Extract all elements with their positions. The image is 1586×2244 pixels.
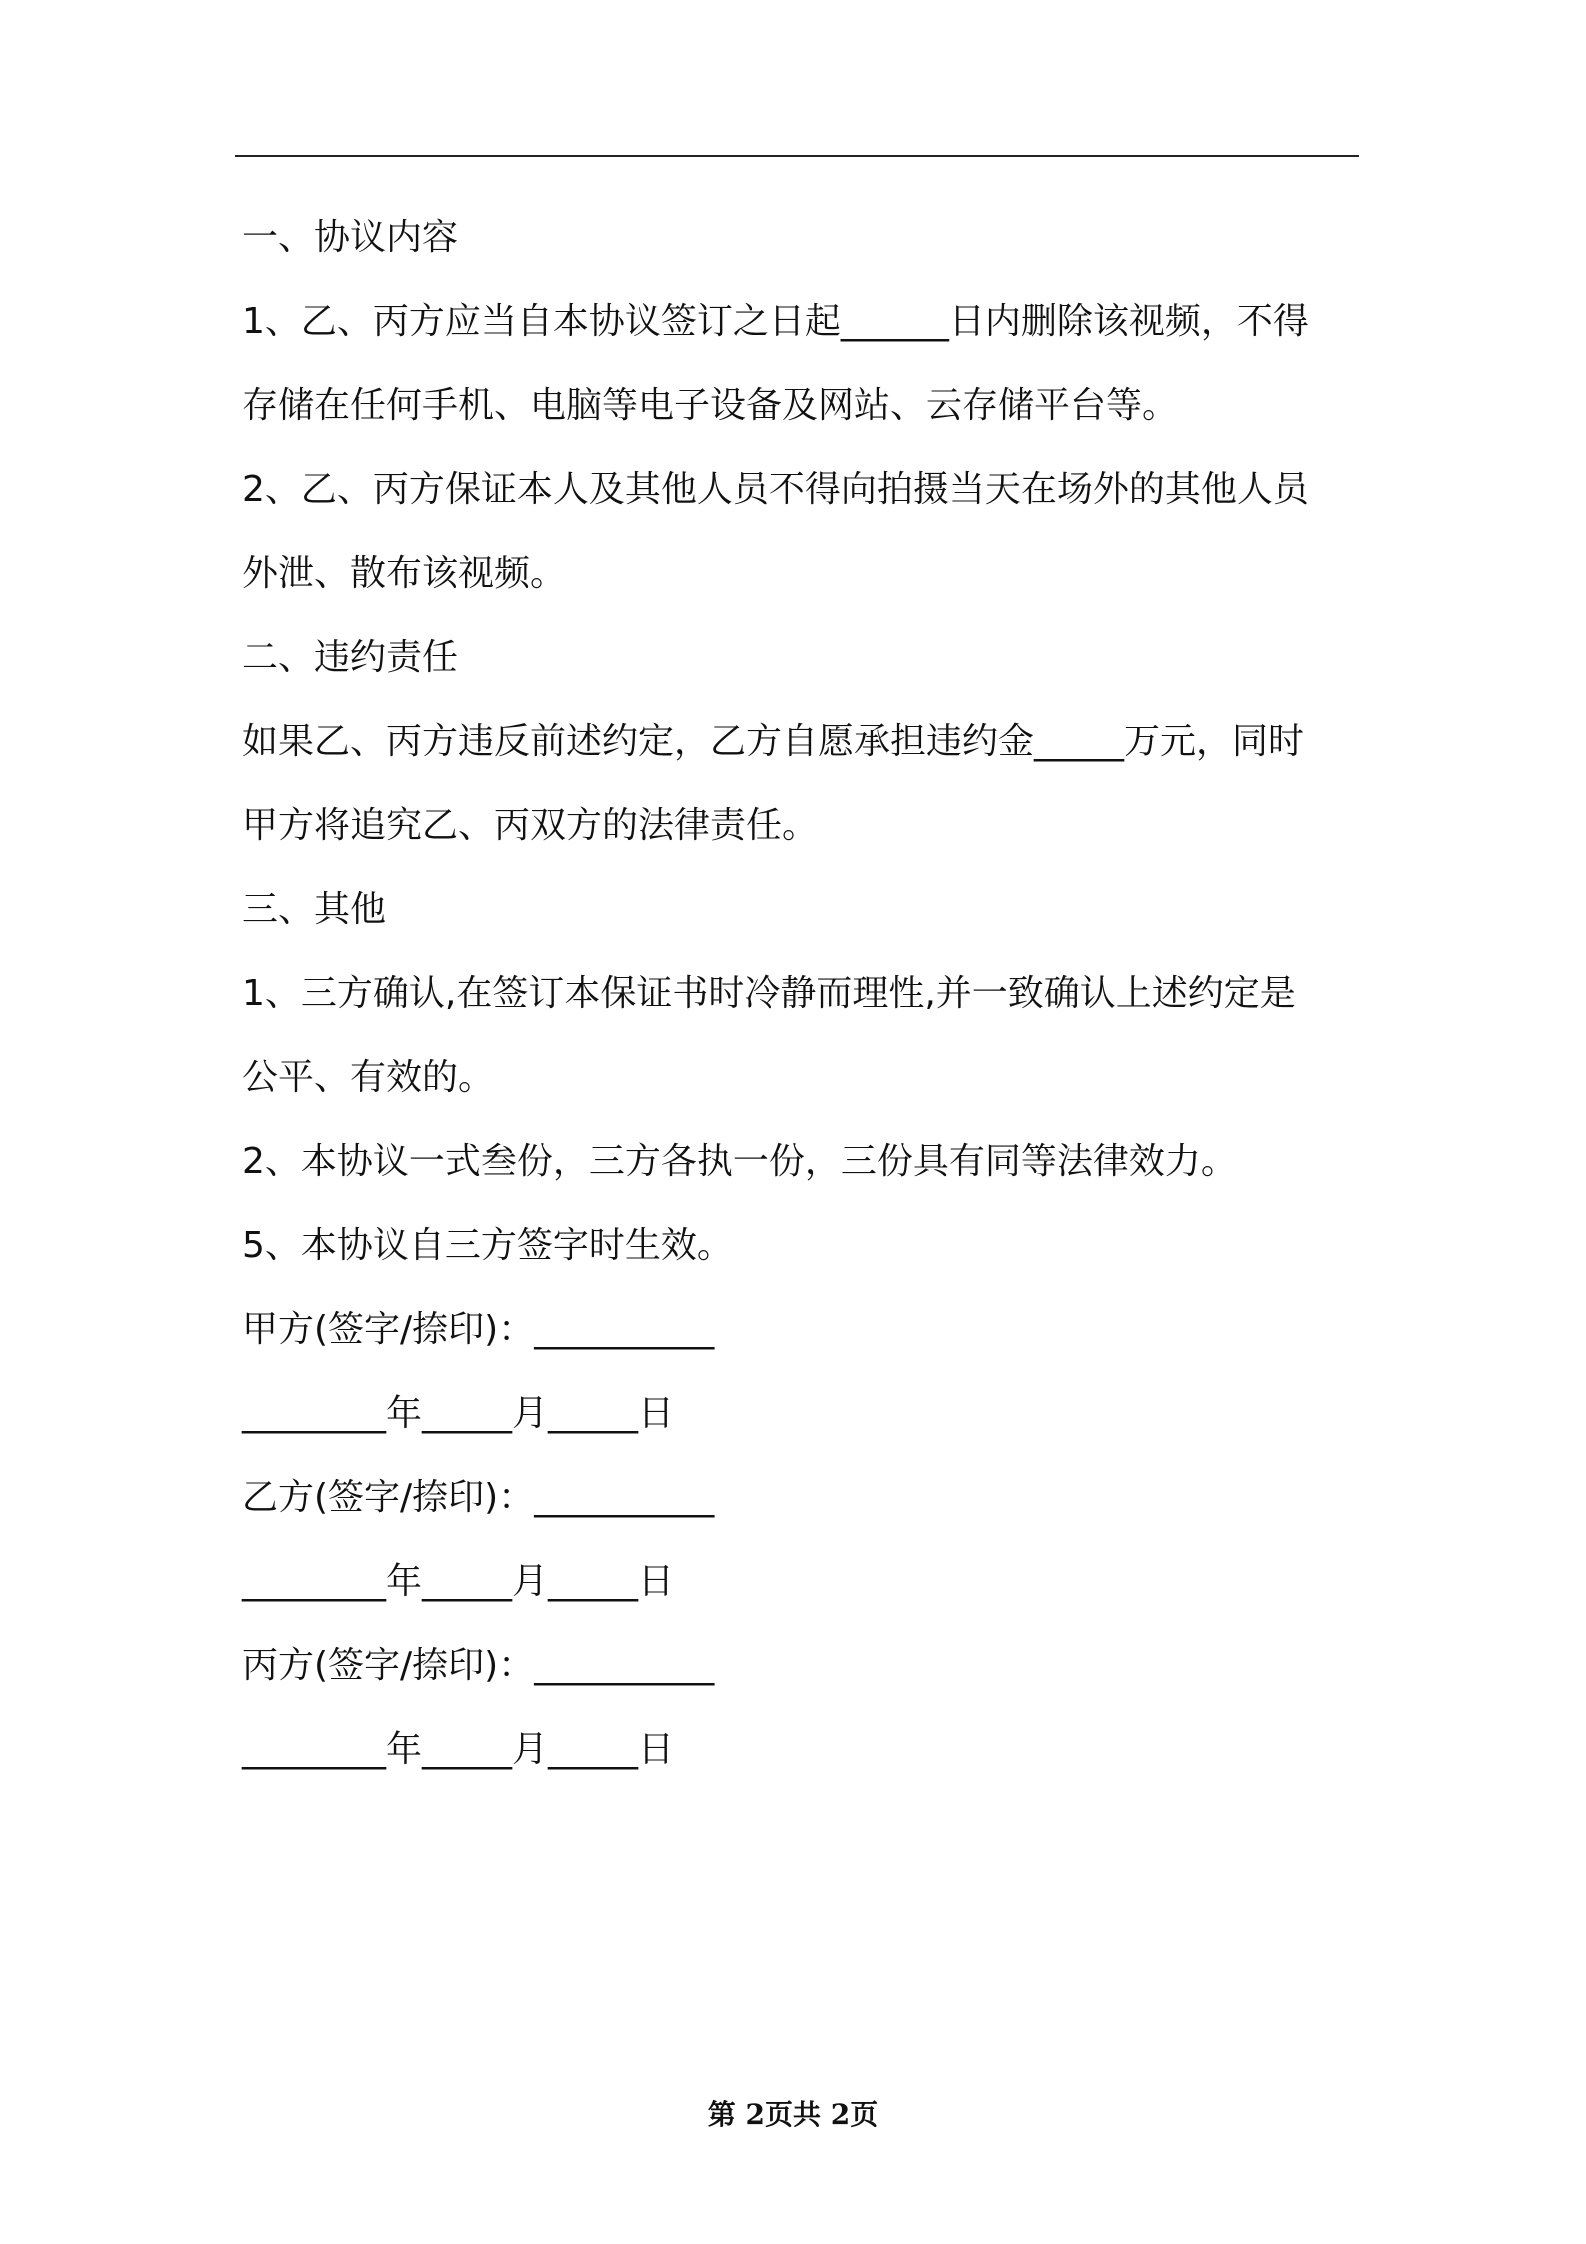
party-c-signature-line: 丙方(签字/捺印)：__________: [242, 1645, 715, 1686]
section-heading-agreement-content: 一、协议内容: [242, 217, 459, 258]
clause-1-line-1: 1、乙、丙方应当自本协议签订之日起______日内删除该视频，不得: [242, 301, 1309, 342]
breach-clause-line-1: 如果乙、丙方违反前述约定，乙方自愿承担违约金_____万元，同时: [242, 721, 1305, 762]
party-c-date-line: ________年_____月_____日: [242, 1729, 674, 1770]
document-body: [242, 196, 1360, 1792]
other-clause-1-line-1: 1、三方确认,在签订本保证书时冷静而理性,并一致确认上述约定是: [242, 973, 1296, 1014]
header-rule: [235, 155, 1359, 157]
clause-1-line-2: 存储在任何手机、电脑等电子设备及网站、云存储平台等。: [242, 385, 1179, 426]
page-number-footer: 第 2页共 2页: [707, 2098, 879, 2131]
section-heading-other: 三、其他: [242, 889, 387, 930]
other-clause-5: 5、本协议自三方签字时生效。: [242, 1225, 733, 1266]
section-heading-breach-liability: 二、违约责任: [242, 637, 459, 678]
party-b-date-line: ________年_____月_____日: [242, 1561, 674, 1602]
other-clause-1-line-2: 公平、有效的。: [242, 1057, 495, 1098]
clause-2-line-1: 2、乙、丙方保证本人及其他人员不得向拍摄当天在场外的其他人员: [242, 469, 1309, 510]
party-b-signature-line: 乙方(签字/捺印)：__________: [242, 1477, 715, 1518]
clause-2-line-2: 外泄、散布该视频。: [242, 553, 567, 594]
party-a-signature-line: 甲方(签字/捺印)：__________: [242, 1309, 715, 1350]
breach-clause-line-2: 甲方将追究乙、丙双方的法律责任。: [242, 805, 819, 846]
party-a-date-line: ________年_____月_____日: [242, 1393, 674, 1434]
other-clause-2: 2、本协议一式叁份，三方各执一份，三份具有同等法律效力。: [242, 1141, 1237, 1182]
